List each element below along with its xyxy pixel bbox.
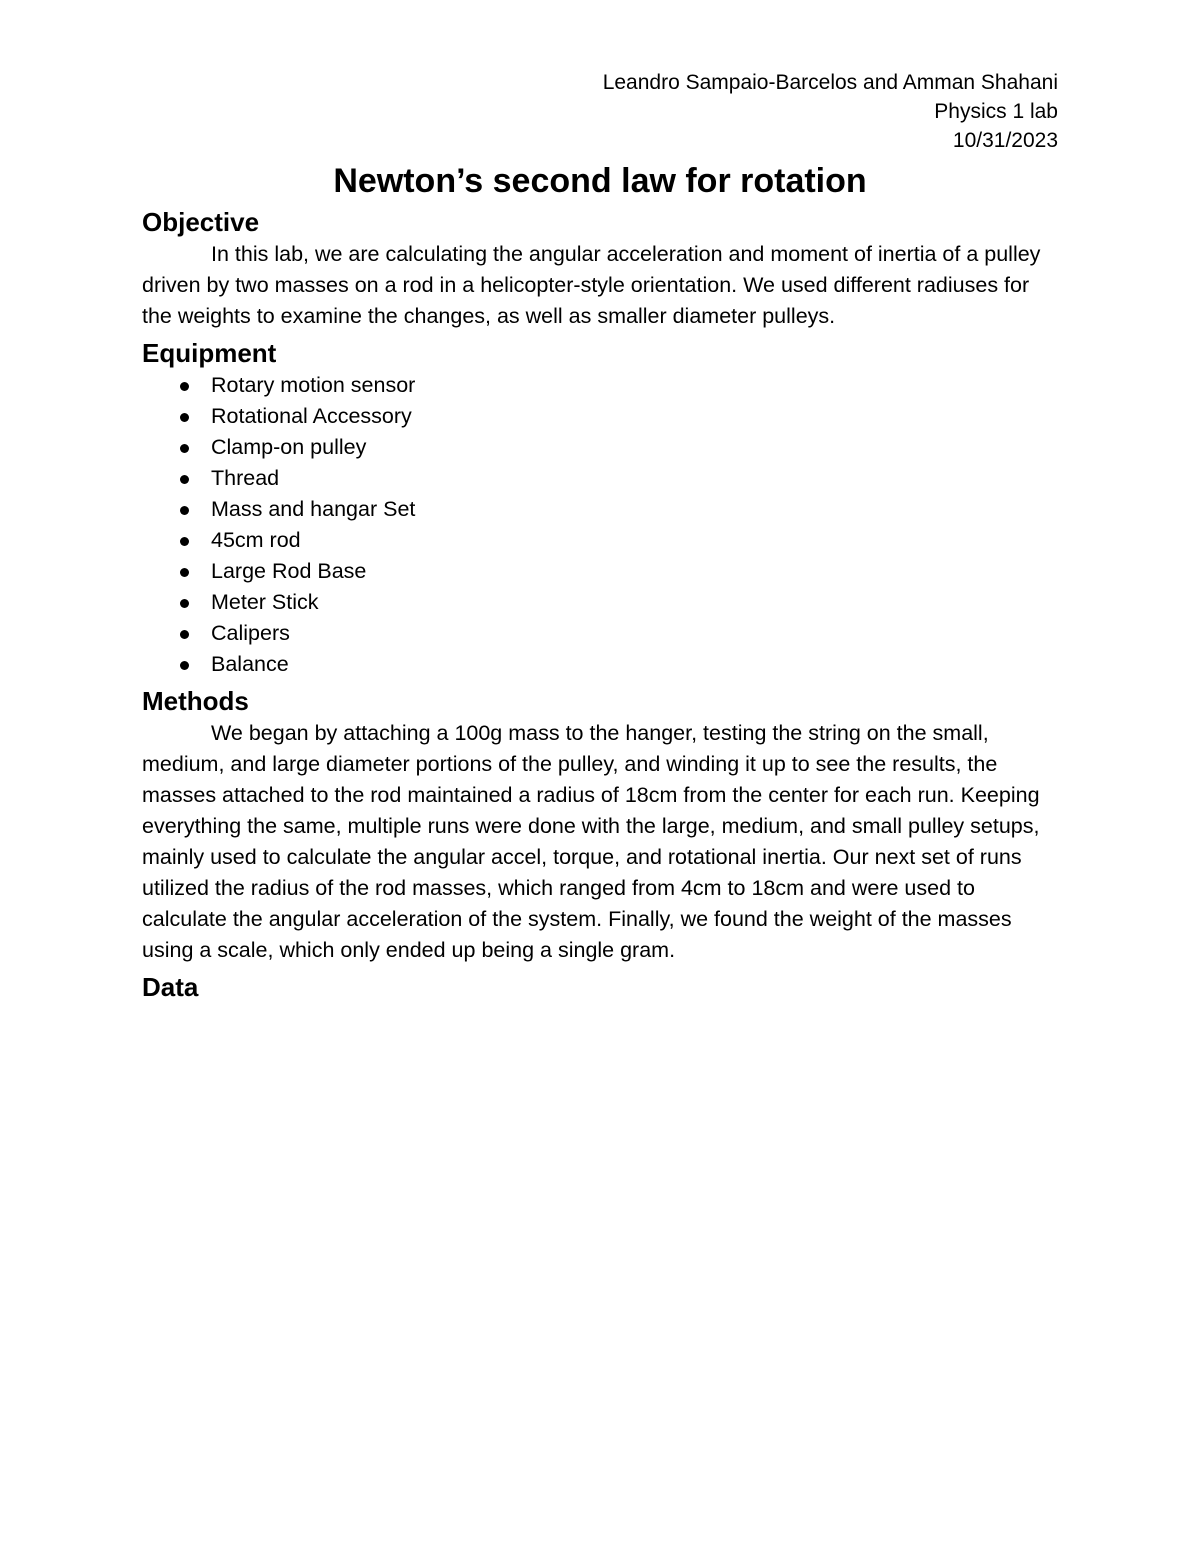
- list-item: [180, 463, 1058, 494]
- equipment-heading: Equipment: [142, 338, 277, 368]
- bullet-icon: [180, 661, 189, 670]
- list-item-label: Thread: [211, 466, 280, 490]
- list-item-label: Rotary motion sensor: [211, 373, 416, 397]
- list-item: [180, 432, 1058, 463]
- bullet-icon: [180, 506, 189, 515]
- list-item-label: 45cm rod: [211, 528, 301, 552]
- equipment-list: [142, 370, 1058, 680]
- bullet-icon: [180, 444, 189, 453]
- data-heading: Data: [142, 972, 199, 1002]
- bullet-icon: [180, 630, 189, 639]
- list-item-label: Large Rod Base: [211, 559, 367, 583]
- list-item-label: Meter Stick: [211, 590, 319, 614]
- data-section: [142, 970, 1058, 1004]
- list-item-label: Rotational Accessory: [211, 404, 412, 428]
- list-item: [180, 618, 1058, 649]
- objective-section: [142, 205, 1058, 332]
- methods-paragraph: We began by attaching a 100g mass to the hanger, testing the string on the small, medium, and large diameter portions of the pulley, and winding it up to see the results, the masses attached to the rod maintained a radius of 18cm from the center for each run. Keeping everything the same, multiple runs were done with the large, medium, and small pulley setups, mainly used to calculate the angular accel, torque, and rotational inertia. Our next set of runs utilized the radius of the rod masses, which ranged from 4cm to 18cm and were used to calculate the angular acceleration of the system. Finally, we found the weight of the masses using a scale, which only ended up being a single gram.: [142, 721, 1040, 962]
- bullet-icon: [180, 568, 189, 577]
- document-page: [142, 68, 1058, 1004]
- bullet-icon: [180, 475, 189, 484]
- list-item: [180, 649, 1058, 680]
- document-title: Newton’s second law for rotation: [333, 162, 867, 200]
- objective-paragraph: In this lab, we are calculating the angular acceleration and moment of inertia of a pulley driven by two masses on a rod in a helicopter-style orientation. We used different radiuses for the weights to examine the changes, as well as smaller diameter pulleys.: [142, 242, 1041, 328]
- authors-line: Leandro Sampaio-Barcelos and Amman Shahani: [602, 71, 1058, 94]
- list-item: [180, 401, 1058, 432]
- bullet-icon: [180, 599, 189, 608]
- list-item: [180, 370, 1058, 401]
- bullet-icon: [180, 537, 189, 546]
- list-item: [180, 494, 1058, 525]
- bullet-icon: [180, 413, 189, 422]
- document-header: [142, 68, 1058, 155]
- date-line: 10/31/2023: [952, 129, 1058, 152]
- list-item-label: Clamp-on pulley: [211, 435, 367, 459]
- list-item-label: Balance: [211, 652, 289, 676]
- list-item: [180, 556, 1058, 587]
- equipment-section: [142, 336, 1058, 680]
- list-item-label: Mass and hangar Set: [211, 497, 416, 521]
- methods-section: [142, 684, 1058, 966]
- list-item: [180, 525, 1058, 556]
- list-item-label: Calipers: [211, 621, 290, 645]
- bullet-icon: [180, 382, 189, 391]
- objective-heading: Objective: [142, 207, 260, 237]
- list-item: [180, 587, 1058, 618]
- course-line: Physics 1 lab: [934, 100, 1058, 123]
- methods-heading: Methods: [142, 686, 249, 716]
